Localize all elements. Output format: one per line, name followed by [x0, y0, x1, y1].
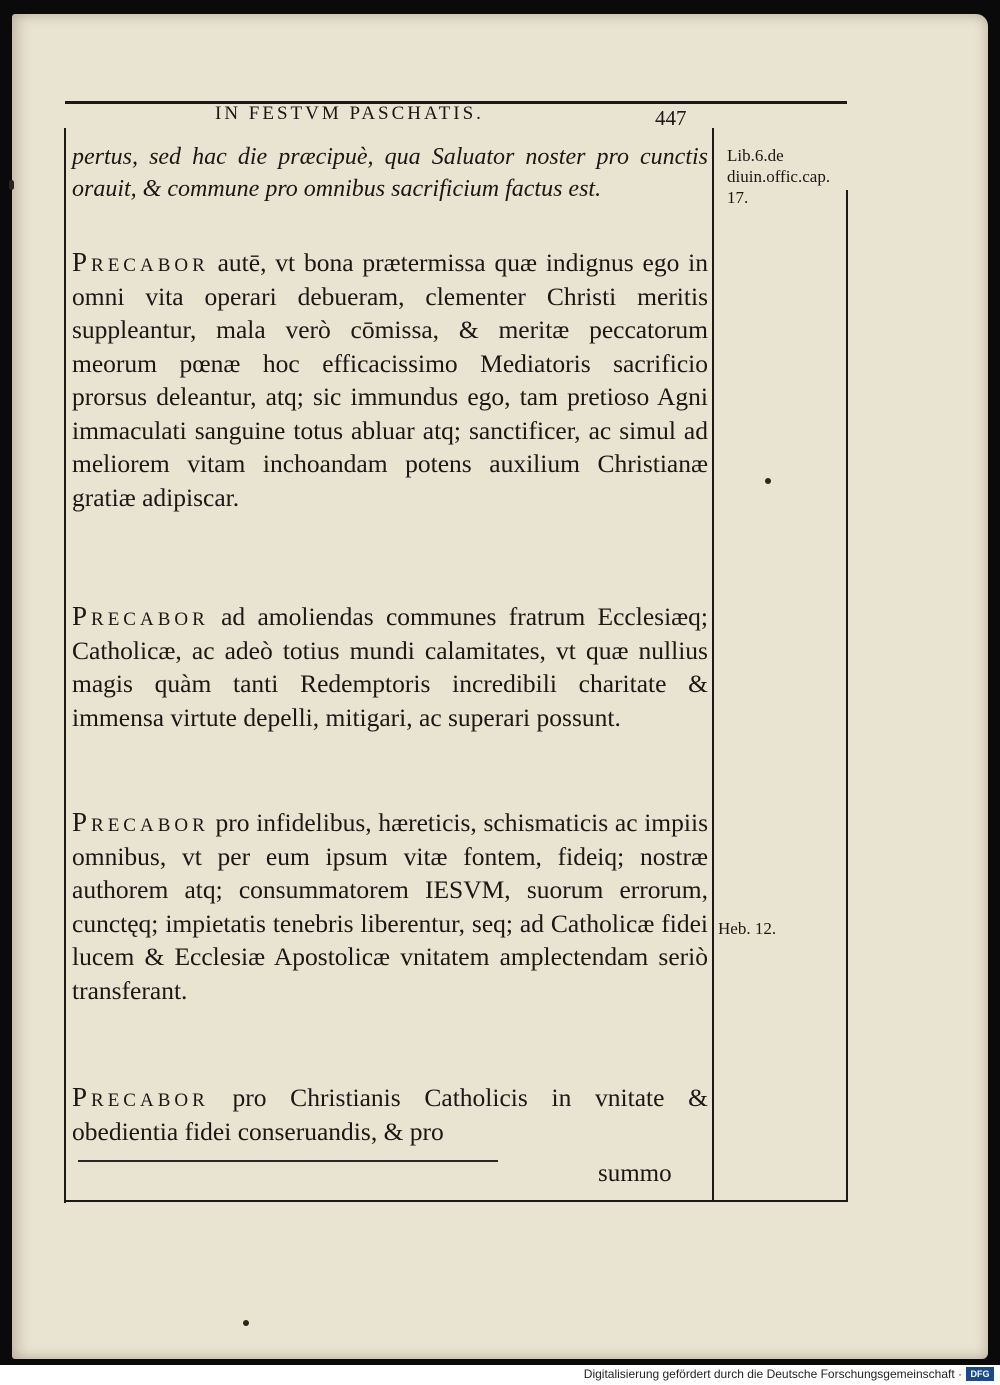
margin-note-2: Heb. 12.: [718, 919, 777, 938]
frame-bottom-rule: [65, 1200, 848, 1202]
frame-left-rule: [64, 128, 66, 1203]
paragraph-text: autē, vt bona prætermissa quæ indignus ego in omni vita operari debueram, clementer Christi meritis suppleantur, mala verò cōmissa, & meritæ peccatorum meorum pœnæ hoc efficacissimo Mediatoris sacrificio prorsus deleantur, atq; sic immundus ego, tam pretioso Agni immaculati sanguine totus abluar atq; sanctificer, ac simul ad meliorem vitam inchoandam potens auxilium Christianæ gratiæ adipiscar.: [72, 248, 708, 512]
text-bottom-rule: [78, 1160, 498, 1162]
paragraph-lead-word: Precabor: [72, 247, 209, 277]
paragraph-text: ad amoliendas communes fratrum Ecclesiæq; Catholicæ, ac adeò totius mundi calamitates, vt quæ nullius magis quàm tanti Redemptoris incredibili charitate & immensa virtute depelli, mitigari, ac superari possunt.: [72, 602, 708, 732]
paragraph-4: [72, 1081, 708, 1148]
paragraph-text: pro Christianis Catholicis in vnitate & obedientia fidei conseruandis, & pro: [72, 1083, 708, 1146]
intro-text: pertus, sed hac die præcipuè, qua Saluator noster pro cunctis orauit, & commune pro omnibus sacrificium factus est.: [72, 144, 708, 202]
frame-column-rule: [712, 128, 714, 1200]
page-number: 447: [655, 106, 687, 130]
catchword: summo: [598, 1160, 672, 1187]
dfg-logo-icon: DFG: [966, 1367, 994, 1381]
ink-spot: [9, 180, 14, 190]
paragraph-2: [72, 600, 708, 734]
paragraph-lead-word: Precabor: [72, 807, 209, 837]
ink-spot: [243, 1320, 249, 1326]
footer-bar: [0, 1365, 1000, 1385]
margin-note-1: Lib.6.de diuin.offic.cap. 17.: [727, 146, 831, 207]
paragraph-3: [72, 806, 708, 1007]
frame-right-rule: [846, 190, 848, 1202]
paragraph-lead-word: Precabor: [72, 1082, 209, 1112]
paragraph-lead-word: Precabor: [72, 601, 209, 631]
ink-spot: [765, 478, 771, 484]
paragraph-1: [72, 246, 708, 514]
paragraph-text: pro infidelibus, hæreticis, schismaticis ac impiis omnibus, vt per eum ipsum vitæ fontem, fideiq; nostræ authorem atq; consummatorem IESVM, suorum errorum, cunctęq; impietatis tenebris liberentur, seq; ad Catholicæ fidei lucem & Ecclesiæ Apostolicæ vnitatem amplectendam seriò transferant.: [72, 808, 708, 1005]
footer-credit: Digitalisierung gefördert durch die Deutsche Forschungsgemeinschaft ·: [583, 1367, 962, 1381]
running-head: IN FESTVM PASCHATIS.: [215, 103, 484, 124]
